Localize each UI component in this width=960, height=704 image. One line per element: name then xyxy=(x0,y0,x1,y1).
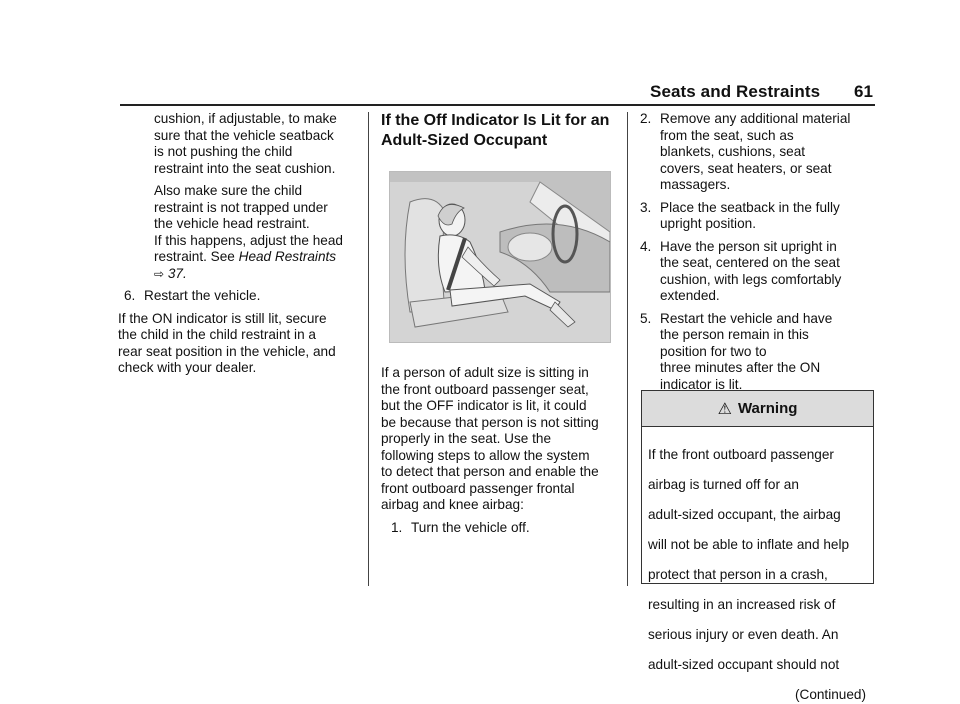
text-line: the child in the child restraint in a xyxy=(118,327,316,342)
text-line: resulting in an increased risk of xyxy=(648,597,836,613)
text-line: adult-sized occupant should not xyxy=(648,657,840,673)
text-line: airbag and knee airbag: xyxy=(381,497,524,512)
see-reference-line xyxy=(154,249,354,266)
header-rule xyxy=(120,104,875,106)
step-number: 3. xyxy=(640,199,652,215)
page-number: 61 xyxy=(854,82,873,101)
text-line: massagers. xyxy=(660,177,731,192)
text-line: is not pushing the child xyxy=(154,144,293,159)
text-line: position for two to xyxy=(660,343,767,359)
text-line: from the seat, such as xyxy=(660,127,794,143)
text-line: protect that person in a crash, xyxy=(648,566,828,582)
step-text xyxy=(660,111,876,194)
text-line: restraint into the seat cushion. xyxy=(154,160,336,176)
step-number: 4. xyxy=(640,238,652,254)
step-4 xyxy=(640,239,876,305)
text-line: front outboard passenger frontal xyxy=(381,480,575,496)
step-number: 1. xyxy=(391,519,403,535)
text-line: Have the person sit upright in xyxy=(660,238,837,254)
text-line: but the OFF indicator is lit, it could xyxy=(381,398,587,413)
head-restraints-link[interactable]: Head Restraints xyxy=(238,249,337,264)
text-line: upright position. xyxy=(660,216,756,231)
section-title: Seats and Restraints xyxy=(650,82,821,101)
page-ref-suffix: . xyxy=(182,265,187,281)
column-divider-2 xyxy=(627,112,628,586)
text-line: If the ON indicator is still lit, secure xyxy=(118,310,327,326)
step-3 xyxy=(640,200,876,233)
text-line: the front outboard passenger seat, xyxy=(381,381,589,397)
text-fragment: restraint. See xyxy=(154,249,239,264)
continued-label: (Continued) xyxy=(794,687,866,703)
text-line: indicator is lit. xyxy=(660,376,743,392)
page-ref-number: 37 xyxy=(167,265,183,281)
text-line: extended. xyxy=(660,288,720,303)
step-2 xyxy=(640,111,876,194)
column-2 xyxy=(381,111,615,536)
paragraph xyxy=(118,311,354,377)
column-1 xyxy=(118,111,354,377)
text-line: rear seat position in the vehicle, and xyxy=(118,343,336,359)
step-text xyxy=(660,200,876,233)
text-line: properly in the seat. Use the xyxy=(381,431,552,446)
also-note xyxy=(118,183,354,282)
step-number: 2. xyxy=(640,111,652,126)
text-line: three minutes after the ON xyxy=(660,360,821,375)
page-ref-arrow-icon: ⇨ xyxy=(154,266,165,281)
heading-line: If the Off Indicator Is Lit for an xyxy=(381,112,610,129)
text-line: restraint is not trapped under xyxy=(154,199,328,215)
text-line: serious injury or even death. An xyxy=(648,627,839,643)
text-line: be because that person is not sitting xyxy=(381,414,599,430)
text-line: If this happens, adjust the head xyxy=(154,232,343,248)
text-line: Place the seatback in the fully xyxy=(660,199,840,215)
text-line: adult-sized occupant, the airbag xyxy=(648,506,841,522)
text-line: Restart the vehicle and have xyxy=(660,310,833,326)
step-5 xyxy=(640,311,876,394)
step-number: 6. xyxy=(124,288,136,303)
warning-body xyxy=(642,427,873,704)
text-line: airbag is turned off for an xyxy=(648,476,799,492)
text-line: blankets, cushions, seat xyxy=(660,144,806,159)
adult-occupant-illustration xyxy=(389,171,611,343)
text-line: to detect that person and enable the xyxy=(381,464,599,479)
warning-header xyxy=(642,391,873,427)
text-line: the person remain in this xyxy=(660,327,809,342)
step-number: 5. xyxy=(640,310,652,326)
text-line: Also make sure the child xyxy=(154,183,303,198)
occupant-illustration-icon xyxy=(390,172,610,342)
text-line: cushion, with legs comfortably xyxy=(660,271,842,287)
text-line: the seat, centered on the seat xyxy=(660,255,840,270)
section-heading xyxy=(381,111,615,151)
text-line: covers, seat heaters, or seat xyxy=(660,160,832,176)
column-divider-1 xyxy=(368,112,369,586)
page-reference[interactable] xyxy=(154,266,354,283)
step-text xyxy=(660,311,876,394)
step-text xyxy=(660,239,876,305)
body-paragraph xyxy=(381,365,615,514)
warning-title: Warning xyxy=(737,400,798,417)
text-line: following steps to allow the system xyxy=(381,447,590,463)
text-line: Remove any additional material xyxy=(660,111,851,126)
text-line: If the front outboard passenger xyxy=(648,446,834,462)
continued-step-text xyxy=(118,111,354,177)
warning-triangle-icon: ⚠ xyxy=(717,400,732,418)
step-text: Turn the vehicle off. xyxy=(411,519,530,535)
text-line: If a person of adult size is sitting in xyxy=(381,365,589,380)
step-text: Restart the vehicle. xyxy=(144,288,261,303)
column-3 xyxy=(640,111,876,393)
warning-box xyxy=(641,390,874,703)
text-line: cushion, if adjustable, to make xyxy=(154,111,337,126)
step-6 xyxy=(118,288,354,305)
text-line: check with your dealer. xyxy=(118,360,257,375)
step-1 xyxy=(381,520,615,537)
text-line: will not be able to inflate and help xyxy=(648,536,850,552)
text-line: the vehicle head restraint. xyxy=(154,216,310,231)
text-line: sure that the vehicle seatback xyxy=(154,127,334,143)
heading-line: Adult-Sized Occupant xyxy=(381,132,548,149)
